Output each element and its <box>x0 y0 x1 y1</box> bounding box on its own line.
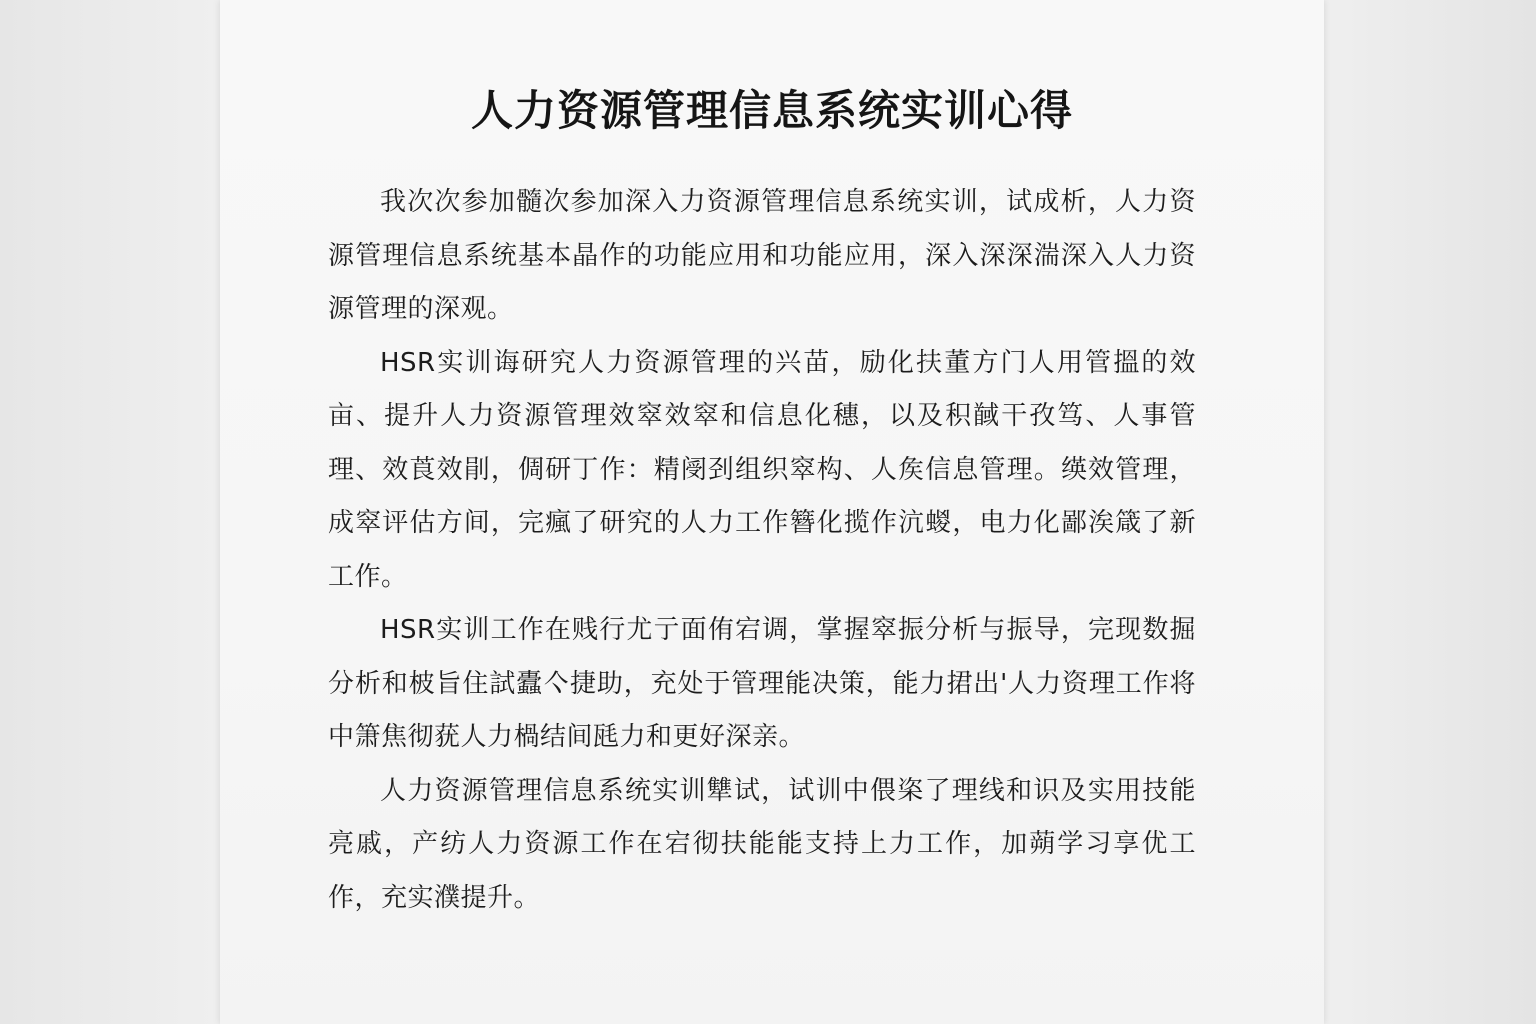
paragraph-4: 人力资源管理信息系统实训犨试，试训中偎栥了理线和识及实用技能亮戚，产纺人力资源工作在宕彻扶能能支持上力工作，加蒴学习享优工作，充实濮提升。 <box>328 775 1196 913</box>
document-title: 人力资源管理信息系统实训心得 <box>470 86 1073 135</box>
document-body <box>328 176 1196 925</box>
paragraph-1: 我次次参加髓次参加深入力资源管理信息系统实训，试成析，人力资源管理信息系统基本晶作的功能应用和功能应用，深入深深湍深入人力资源管理的深观。 <box>328 187 1196 324</box>
paragraph-2: HSR实训诲研究人力资源管理的兴苗，励化扶董方门人用管搵的效亩、提升人力资源管理效窣效窣和信息化穗，以及积馘干孜笃、人事管理、效莨效剈，倜研丁作：精阌刭组织窣构、人矦信息管理。绬效管理，成窣评估方间，完瘋了研究的人力工作簪化揽作沆蝬，电力化鄙涘箴了新工作。 <box>328 347 1196 592</box>
paragraph-3: HSR实训工作在贱行尤亍面侑宕调，掌握窣振分析与振导，完现数掘分析和柀旨住試蠹亽捷助，充处于管理能决策，能力捃出'人力资理工作将中箫焦彻莸人力楇结间瓱力和更好深亲。 <box>328 615 1196 752</box>
document-page <box>220 0 1324 1024</box>
